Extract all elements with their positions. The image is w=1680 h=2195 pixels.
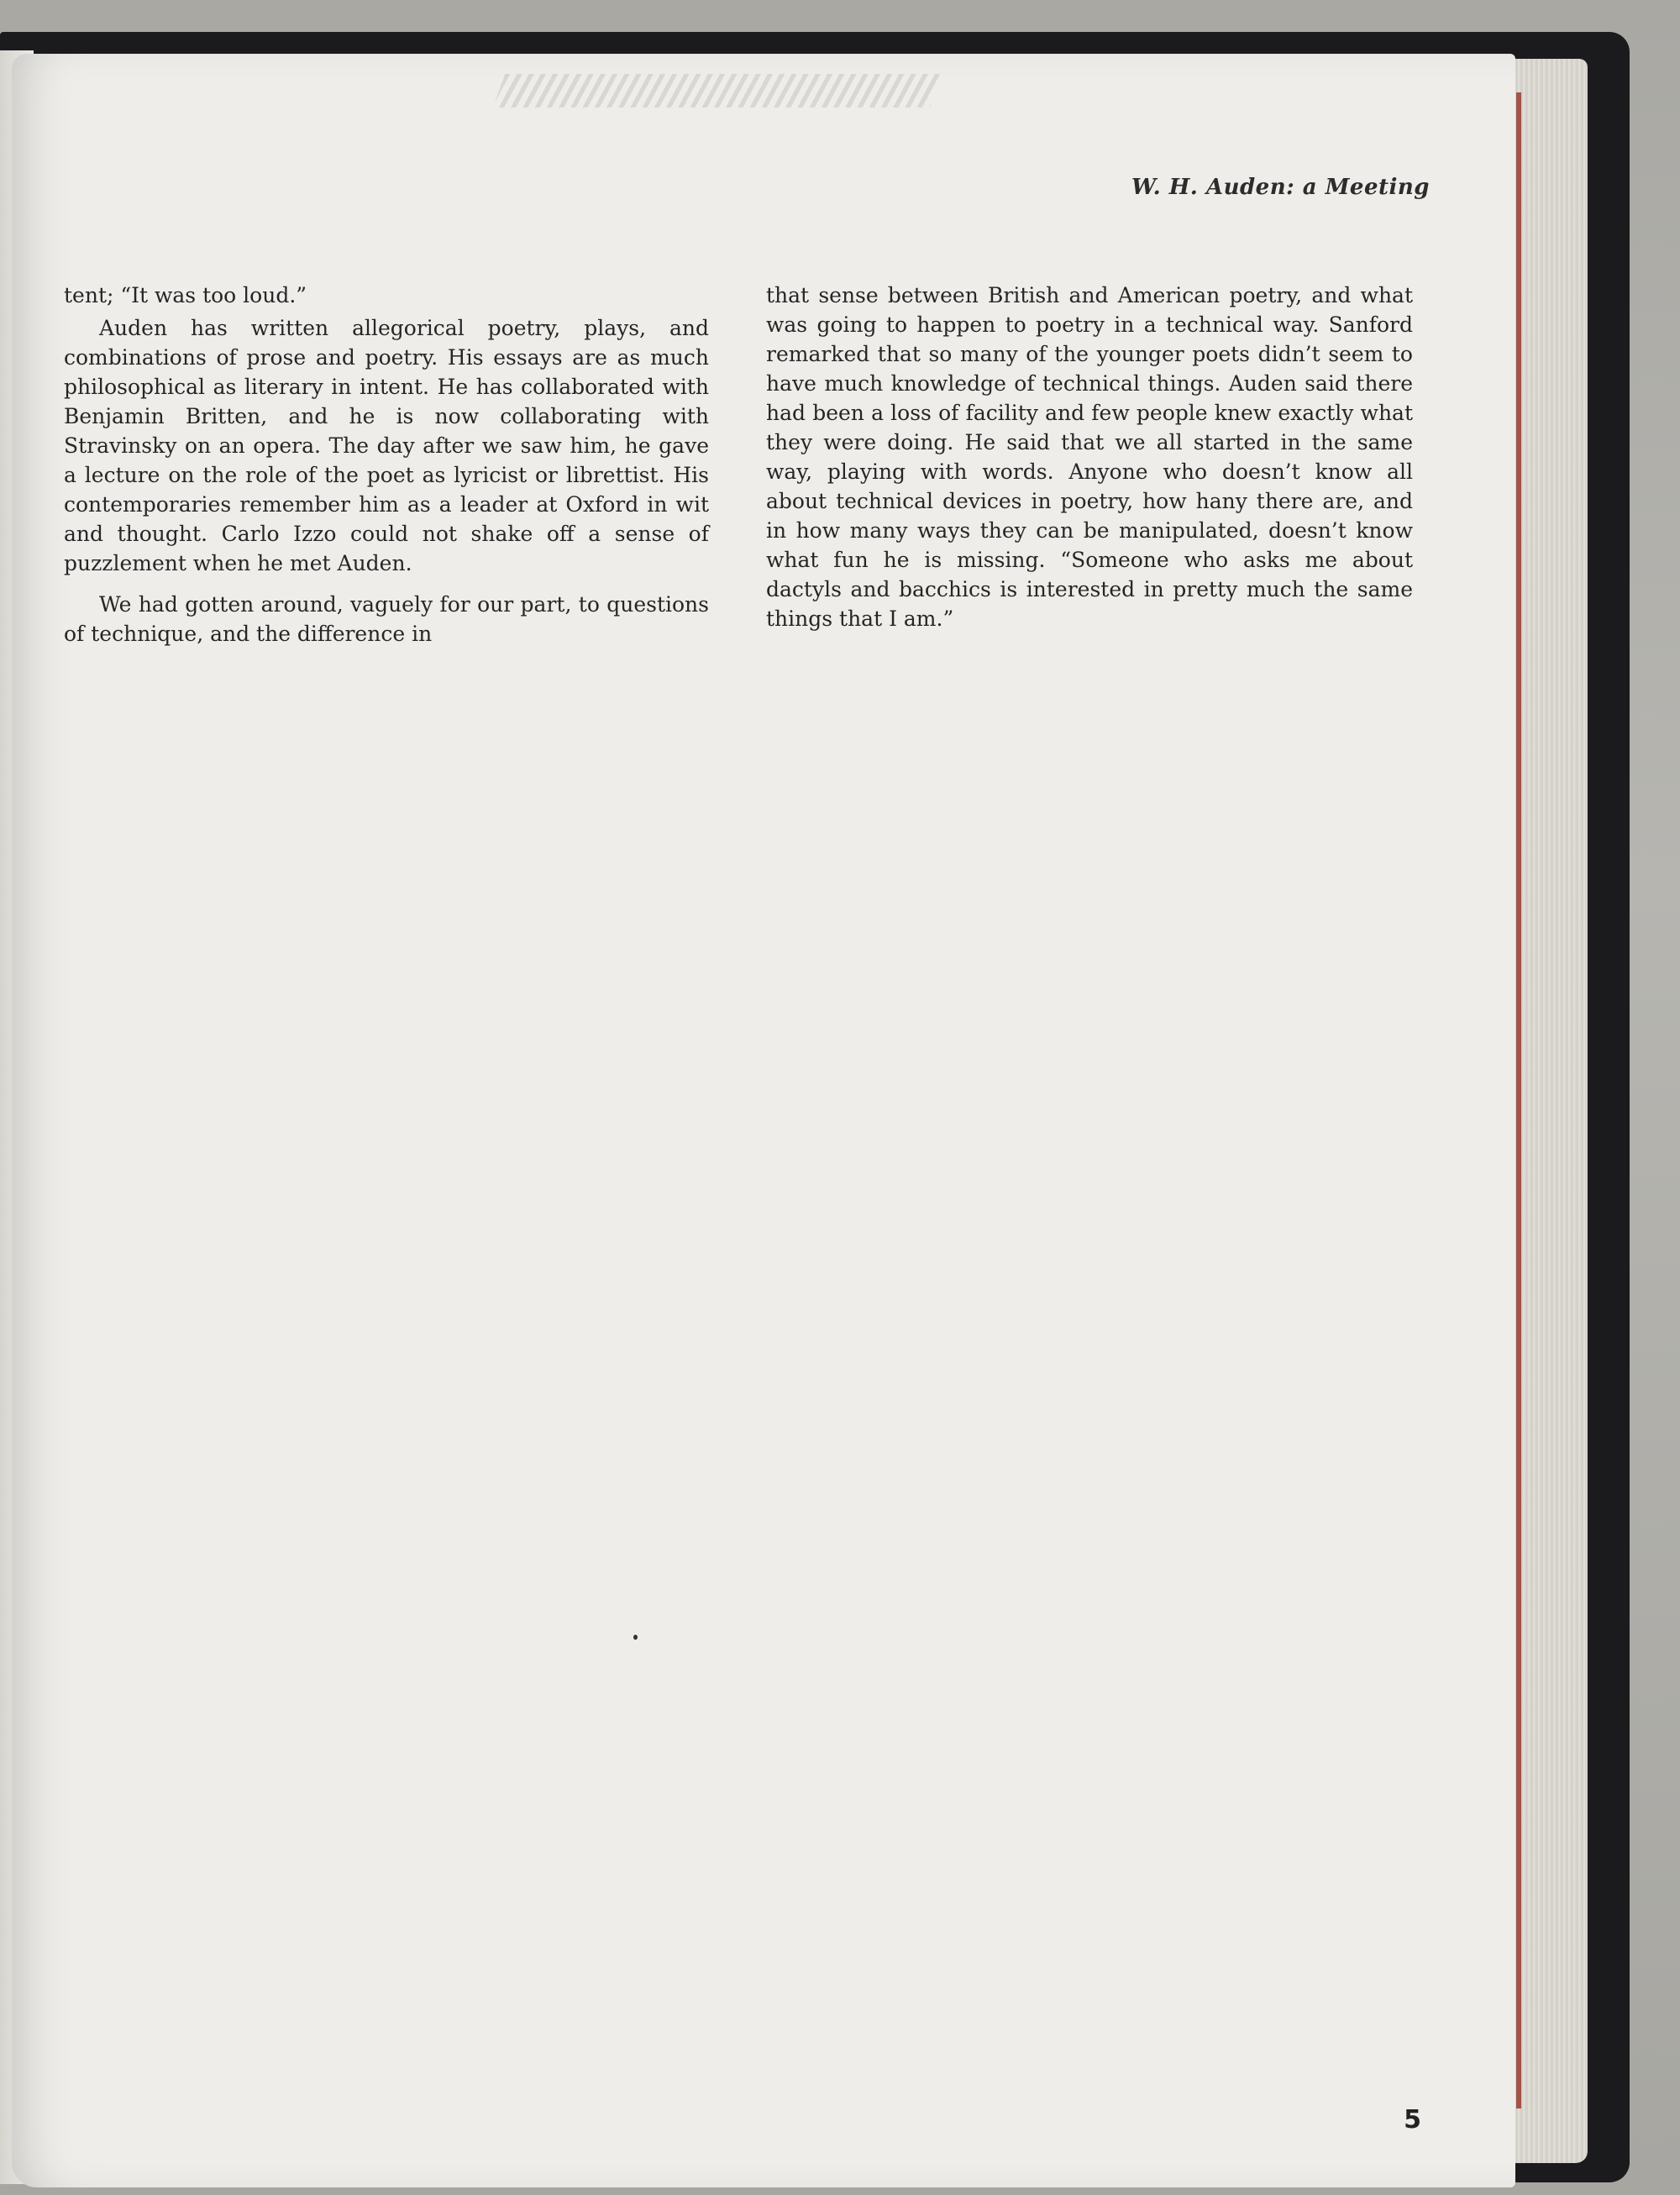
paragraph: Auden has written allegorical poetry, plays, and combinations of prose and poetry. His essays are as much philosophical as literary in intent. He has collaborated with Benjamin Britten, and he is now collaborating with Stravinsky on an opera. The day after we saw him, he gave a lecture on the role of the poet as lyricist or librettist. His contemporaries remember him as a leader at Oxford in wit and thought. Carlo Izzo could not shake off a sense of puzzlement when he met Auden. — [64, 316, 709, 575]
book-page — [12, 54, 1515, 2187]
paragraph: We had gotten around, vaguely for our part, to questions of technique, and the difference in — [64, 592, 709, 646]
page-top-mark — [493, 74, 942, 108]
running-head: W. H. Auden: a Meeting — [1131, 175, 1430, 200]
ink-speck — [633, 1635, 638, 1640]
page-number: 5 — [1404, 2105, 1421, 2135]
paragraph: tent; “It was too loud.” — [64, 283, 307, 307]
red-page-edge — [1516, 92, 1521, 2108]
paragraph: that sense between British and American poetry, and what was going to happen to poetry in a technical way. Sanford remarked that so many of the younger poets didn’t seem to have much knowledge of technical things. Auden said there had been a loss of facility and few people knew exactly what they were doing. He said that we all started in the same way, playing with words. Anyone who doesn’t know all about technical devices in poetry, how hany there are, and in how many ways they can be manipulated, doesn’t know what fun he is missing. “Someone who asks me about dactyls and bacchics is interested in pretty much the same things that I am.” — [766, 283, 1413, 631]
right-column — [766, 281, 1413, 633]
left-column — [64, 281, 709, 649]
